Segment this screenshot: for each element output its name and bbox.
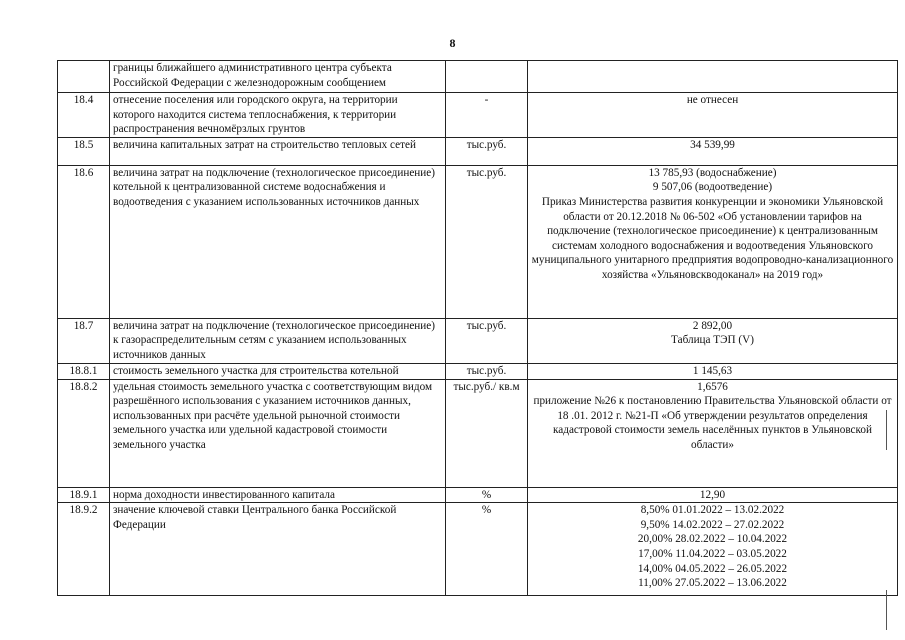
value-line: 8,50% 01.01.2022 – 13.02.2022	[640, 504, 785, 517]
value-line: 14,00% 04.05.2022 – 26.05.2022	[637, 562, 788, 575]
row-unit: тыс.руб.	[446, 165, 528, 318]
row-number: 18.8.2	[58, 379, 110, 487]
row-number: 18.9.1	[58, 487, 110, 503]
table-body	[58, 61, 898, 596]
row-description: величина затрат на подключение (технологическое присоединение) к газораспределительным сетям с указанием использованных источников данных	[110, 318, 446, 363]
row-value	[528, 165, 898, 318]
value-line: Таблица ТЭП (V)	[671, 334, 754, 347]
row-number: 18.9.2	[58, 503, 110, 596]
value-line: 13 785,93 (водоснабжение)	[648, 166, 777, 179]
value-line: 11,00% 27.05.2022 – 13.06.2022	[638, 577, 787, 590]
value-line: 9 507,06 (водоотведение)	[652, 181, 773, 194]
row-unit: тыс.руб.	[446, 363, 528, 379]
row-value	[528, 379, 898, 487]
table-row	[58, 379, 898, 487]
row-unit: %	[446, 503, 528, 596]
row-number: 18.6	[58, 165, 110, 318]
table-row	[58, 363, 898, 379]
row-description: стоимость земельного участка для строительства котельной	[110, 363, 446, 379]
row-unit: -	[446, 93, 528, 138]
value-line: 2 892,00	[692, 319, 733, 332]
row-value	[528, 93, 898, 138]
row-description: отнесение поселения или городского округа, на территории которого находится система теплоснабжения, к территории распространения вечномёрзлых грунтов	[110, 93, 446, 138]
table-row	[58, 61, 898, 93]
table-row	[58, 503, 898, 596]
row-description: норма доходности инвестированного капитала	[110, 487, 446, 503]
table-row	[58, 137, 898, 165]
row-value	[528, 503, 898, 596]
table-row	[58, 487, 898, 503]
row-unit	[446, 61, 528, 93]
row-value	[528, 318, 898, 363]
value-line: Приказ Министерства развития конкуренции и экономики Ульяновской области от 20.12.2018 № 06-502 «Об установлении тарифов на подключение (технологическое присоединение) к централизованным системам холодного водоснабжения и водоотведения Ульяновского муниципального унитарного предприятия водопроводно-канализационного хозяйства «Ульяновскводоканал» на 2019 год»	[531, 195, 894, 281]
value-line: 34 539,99	[690, 138, 735, 151]
value-line: 1 145,63	[692, 364, 733, 377]
value-line: 12,90	[699, 488, 726, 501]
row-number	[58, 61, 110, 93]
scan-edge-line	[886, 410, 887, 450]
table-row	[58, 318, 898, 363]
row-number: 18.8.1	[58, 363, 110, 379]
row-value	[528, 61, 898, 93]
row-unit: %	[446, 487, 528, 503]
row-number: 18.5	[58, 137, 110, 165]
row-value	[528, 137, 898, 165]
page-number: 8	[449, 36, 456, 50]
parameters-table	[57, 60, 898, 596]
value-line: 9,50% 14.02.2022 – 27.02.2022	[640, 518, 785, 531]
row-value	[528, 363, 898, 379]
row-description: удельная стоимость земельного участка с соответствующим видом разрешённого использования с указанием источников данных, использованных при расчёте удельной рыночной стоимости земельного участка или удельной кадастровой стоимости земельного участка	[110, 379, 446, 487]
value-line: 17,00% 11.04.2022 – 03.05.2022	[638, 547, 787, 560]
row-description: величина затрат на подключение (технологическое присоединение) котельной к централизованной системе водоснабжения и водоотведения с указанием использованных источников данных	[110, 165, 446, 318]
row-unit: тыс.руб.	[446, 137, 528, 165]
value-line: 20,00% 28.02.2022 – 10.04.2022	[637, 533, 788, 546]
value-line: приложение №26 к постановлению Правительства Ульяновской области от 18 .01. 2012 г. №21-П «Об утверждении результатов определения кадастровой стоимости земель населённых пунктов в Ульяновской области»	[533, 395, 892, 451]
value-line: 1,6576	[697, 380, 728, 393]
row-description: величина капитальных затрат на строительство тепловых сетей	[110, 137, 446, 165]
scan-edge-line	[886, 590, 887, 630]
table-row	[58, 165, 898, 318]
row-unit: тыс.руб./ кв.м	[446, 379, 528, 487]
table-row	[58, 93, 898, 138]
row-description: границы ближайшего административного центра субъекта Российской Федерации с железнодорожным сообщением	[110, 61, 446, 93]
row-unit: тыс.руб.	[446, 318, 528, 363]
row-description: значение ключевой ставки Центрального банка Российской Федерации	[110, 503, 446, 596]
row-value	[528, 487, 898, 503]
value-line: не отнесен	[686, 94, 739, 106]
row-number: 18.4	[58, 93, 110, 138]
row-number: 18.7	[58, 318, 110, 363]
